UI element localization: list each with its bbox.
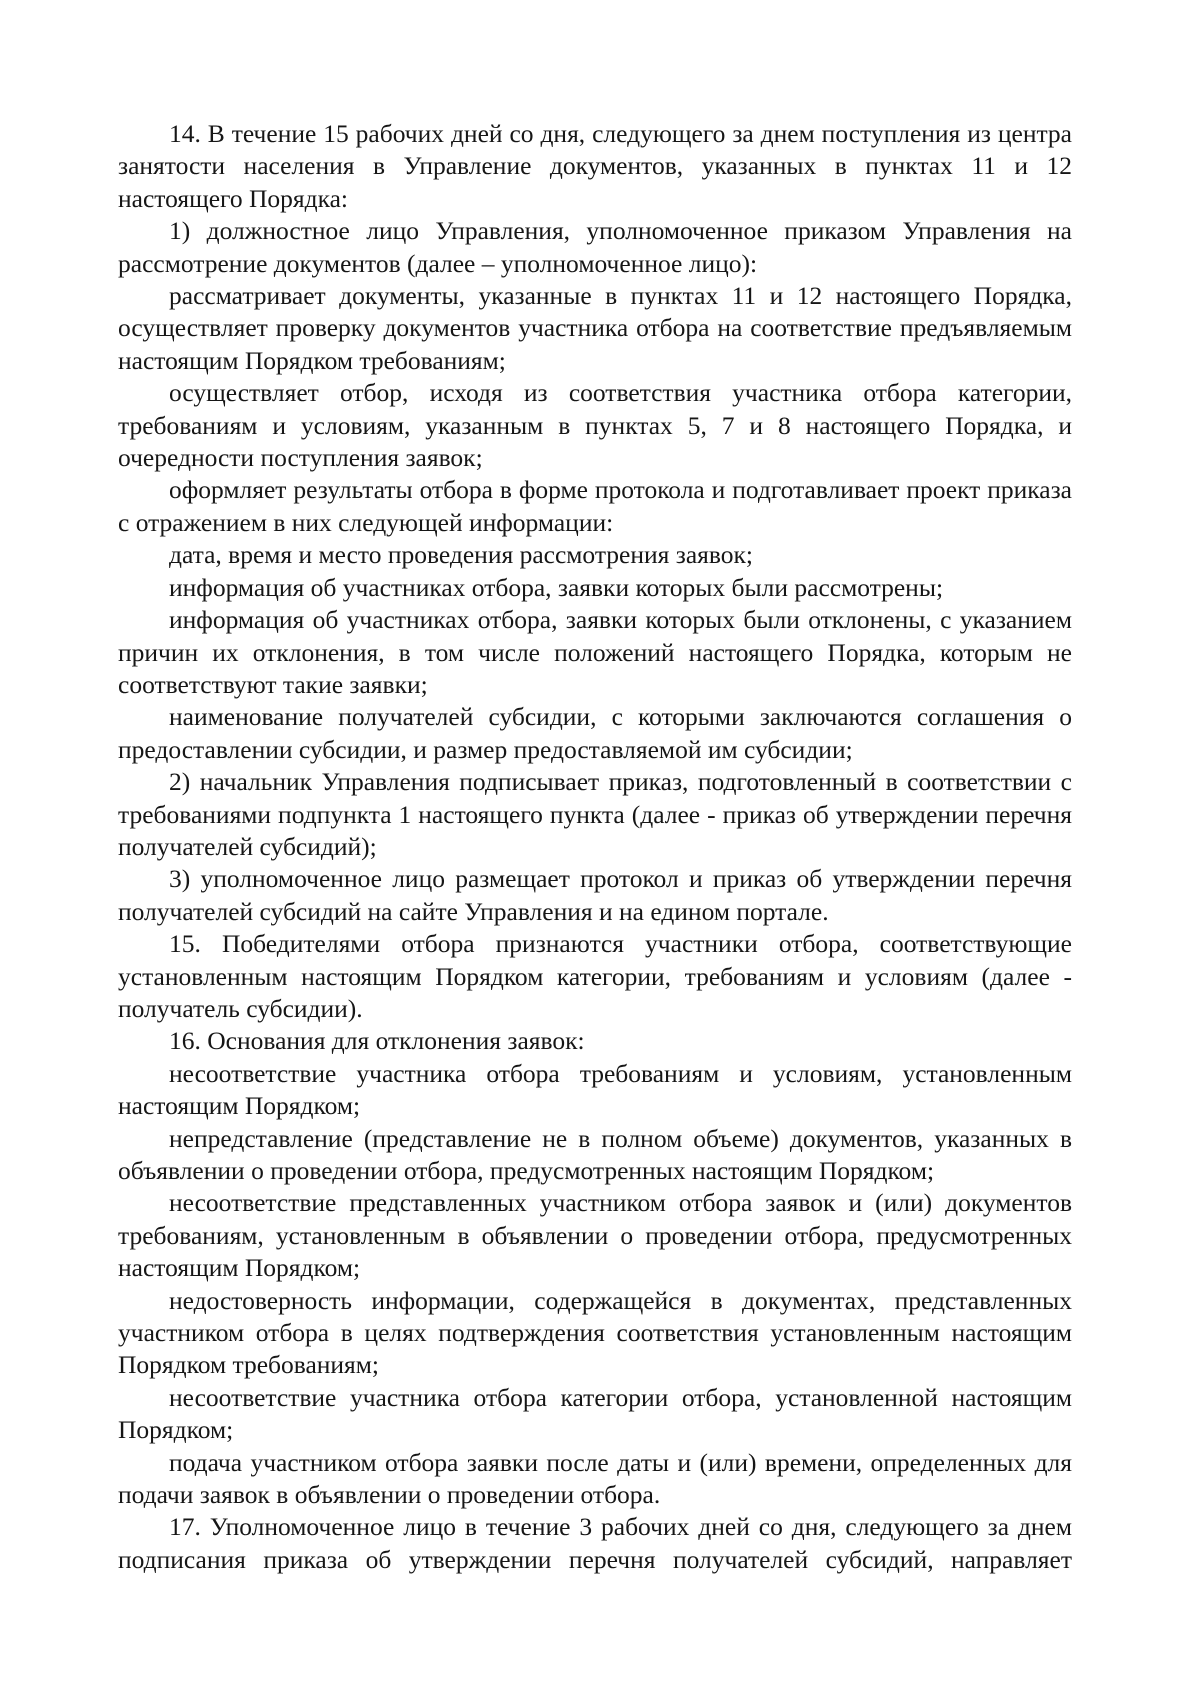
paragraph-17: 17. Уполномоченное лицо в течение 3 рабочих дней со дня, следующего за днем подписания приказа об утверждении перечня получателей субсидий, направляет (118, 1512, 1072, 1574)
paragraph-text: несоответствие участника отбора требованиям и условиям, установленным настоящим Порядком; (118, 1058, 1072, 1121)
paragraph-14-subitem-2: 2) начальник Управления подписывает приказ, подготовленный в соответствии с требованиями подпункта 1 настоящего пункта (далее - приказ об утверждении перечня получателей субсидий); (118, 767, 1072, 861)
paragraph-15: 15. Победителями отбора признаются участники отбора, соответствующие установленным настоящим Порядком категории, требованиям и условиям (далее - получатель субсидии). (118, 929, 1072, 1023)
paragraph-text: дата, время и место проведения рассмотрения заявок; (169, 540, 753, 570)
document-body (118, 118, 1072, 1576)
paragraph-text: информация об участниках отбора, заявки которых были рассмотрены; (169, 572, 944, 602)
paragraph-14-subitem-3: 3) уполномоченное лицо размещает протокол и приказ об утверждении перечня получателей субсидий на сайте Управления и на едином портале. (118, 864, 1072, 926)
paragraph-text: рассматривает документы, указанные в пунктах 11 и 12 настоящего Порядка, осуществляет проверку документов участника отбора на соответствие предъявляемым настоящим Порядком требованиям; (118, 281, 1072, 375)
paragraph-text: несоответствие представленных участником отбора заявок и (или) документов требованиям, установленным в объявлении о проведении отбора, предусмотренных настоящим Порядком; (118, 1188, 1072, 1283)
paragraph-14-subitem-1: 1) должностное лицо Управления, уполномоченное приказом Управления на рассмотрение документов (далее – уполномоченное лицо): (118, 216, 1072, 278)
paragraph-text: наименование получателей субсидии, с которыми заключаются соглашения о предоставлении субсидии, и размер предоставляемой им субсидии; (118, 702, 1072, 764)
paragraph-16: 16. Основания для отклонения заявок: (169, 1026, 585, 1056)
paragraph-text: информация об участниках отбора, заявки которых были отклонены, с указанием причин их отклонения, в том числе положений настоящего Порядка, которым не соответствуют такие заявки; (118, 605, 1072, 699)
paragraph-text: оформляет результаты отбора в форме протокола и подготавливает проект приказа с отражением в них следующей информации: (118, 475, 1072, 537)
paragraph-text: недостоверность информации, содержащейся в документах, представленных участником отбора в целях подтверждения соответствия установленным настоящим Порядком требованиям; (118, 1285, 1072, 1380)
paragraph-text: подача участником отбора заявки после даты и (или) времени, определенных для подачи заявок в объявлении о проведении отбора. (118, 1447, 1072, 1510)
paragraph-14: 14. В течение 15 рабочих дней со дня, следующего за днем поступления из центра занятости населения в Управление документов, указанных в пунктах 11 и 12 настоящего Порядка: (118, 119, 1072, 213)
paragraph-text: непредставление (представление не в полном объеме) документов, указанных в объявлении о проведении отбора, предусмотренных настоящим Порядком; (118, 1123, 1072, 1185)
paragraph-text: осуществляет отбор, исходя из соответствия участника отбора категории, требованиям и условиям, указанным в пунктах 5, 7 и 8 настоящего Порядка, и очередности поступления заявок; (118, 378, 1072, 473)
paragraph-text: несоответствие участника отбора категории отбора, установленной настоящим Порядком; (118, 1382, 1072, 1445)
